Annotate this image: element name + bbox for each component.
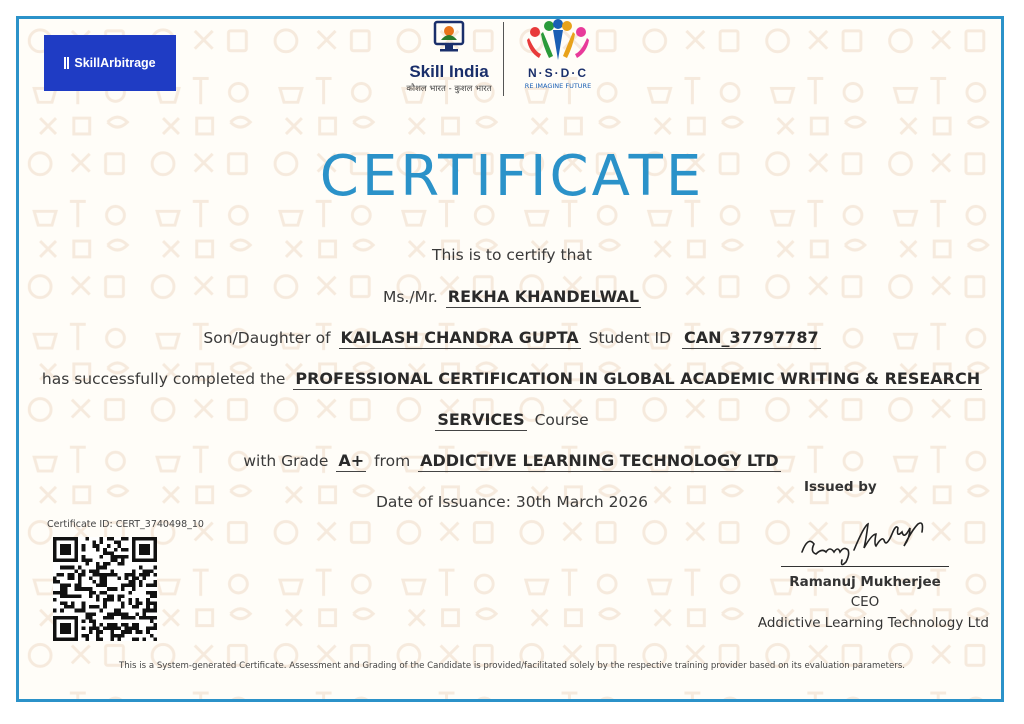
parent-line bbox=[0, 328, 1024, 347]
skill-india-emblem-icon bbox=[431, 18, 467, 58]
nsdc-text: N·S·D·C bbox=[528, 66, 588, 80]
skill-india-logo bbox=[394, 18, 504, 98]
signature-line bbox=[781, 566, 949, 567]
signer-role: CEO bbox=[850, 594, 880, 610]
parent-name: KAILASH CHANDRA GUPTA bbox=[340, 328, 579, 347]
student-id-label: Student ID bbox=[588, 329, 672, 347]
signature-image bbox=[790, 508, 960, 568]
skill-india-tagline: कौशल भारत - कुशल भारत bbox=[406, 84, 492, 94]
grade-value: A+ bbox=[338, 451, 365, 470]
skill-india-text: Skill India bbox=[409, 62, 489, 81]
signer-name: Ramanuj Mukherjee bbox=[789, 574, 941, 590]
candidate-line bbox=[0, 287, 1024, 306]
candidate-name: REKHA KHANDELWAL bbox=[447, 287, 640, 306]
salutation: Ms./Mr. bbox=[382, 288, 438, 306]
signer-organization: Addictive Learning Technology Ltd bbox=[757, 615, 989, 631]
student-id: CAN_37797787 bbox=[684, 328, 819, 347]
footer-disclaimer: This is a System-generated Certificate. Assessment and Grading of the Candidate is provided/facilitated solely by the respective training provider based on its evaluation parameters. bbox=[118, 661, 906, 671]
issued-by-label: Issued by bbox=[804, 479, 877, 495]
certify-intro-text: This is to certify that bbox=[432, 246, 592, 264]
skillarbitrage-logo bbox=[44, 35, 176, 91]
institution-name: ADDICTIVE LEARNING TECHNOLOGY LTD bbox=[420, 451, 779, 470]
nsdc-figures-icon bbox=[523, 18, 593, 62]
skillarbitrage-mark-icon bbox=[64, 57, 69, 69]
issuance-date: Date of Issuance: 30th March 2026 bbox=[375, 493, 649, 511]
completed-text: has successfully completed the bbox=[41, 370, 286, 388]
course-name-part-1: PROFESSIONAL CERTIFICATION IN GLOBAL ACADEMIC WRITING & RESEARCH bbox=[295, 369, 981, 388]
course-line-2 bbox=[0, 410, 1024, 429]
grade-label: with Grade bbox=[243, 452, 329, 470]
course-suffix: Course bbox=[534, 411, 589, 429]
course-line-1 bbox=[0, 369, 1024, 388]
course-name-part-2: SERVICES bbox=[437, 410, 525, 429]
grade-line bbox=[0, 451, 1024, 470]
skillarbitrage-logo-text: SkillArbitrage bbox=[74, 56, 156, 70]
nsdc-logo bbox=[510, 18, 606, 98]
qr-code[interactable] bbox=[53, 537, 157, 641]
certificate-id: Certificate ID: CERT_3740498_10 bbox=[47, 519, 204, 530]
certify-intro bbox=[0, 246, 1024, 264]
from-label: from bbox=[374, 452, 411, 470]
logo-divider bbox=[503, 22, 504, 96]
nsdc-tagline: RE IMAGINE FUTURE bbox=[524, 82, 592, 90]
relation-label: Son/Daughter of bbox=[203, 329, 331, 347]
certificate-title: CERTIFICATE bbox=[319, 144, 705, 209]
